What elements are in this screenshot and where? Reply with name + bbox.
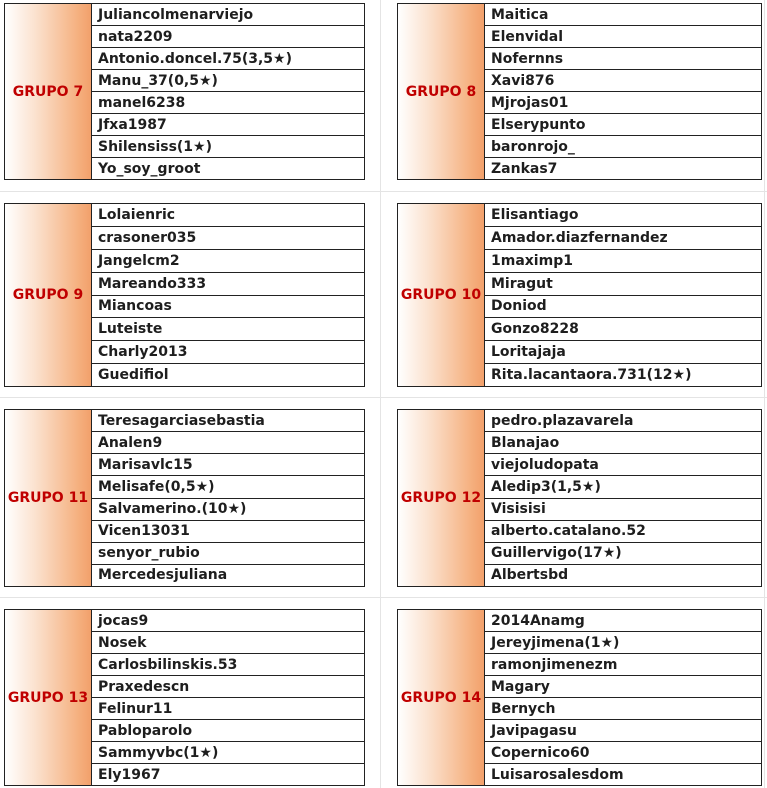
member-cell[interactable]: Marisavlc15 bbox=[92, 454, 364, 476]
member-cell[interactable]: 1maximp1 bbox=[485, 250, 761, 273]
member-cell[interactable]: Salvamerino.(10★) bbox=[92, 499, 364, 521]
member-cell[interactable]: Maitica bbox=[485, 4, 761, 26]
member-cell[interactable]: Yo_soy_groot bbox=[98, 160, 201, 177]
member-cell[interactable]: Albertsbd bbox=[491, 567, 569, 584]
member-cell[interactable]: Jereyjimena(1★) bbox=[485, 632, 761, 654]
group-block bbox=[397, 609, 762, 786]
group-block bbox=[397, 409, 762, 587]
member-cell[interactable]: Loritajaja bbox=[485, 341, 761, 364]
member-list bbox=[485, 4, 761, 179]
member-list bbox=[92, 204, 364, 386]
member-cell[interactable]: Doniod bbox=[485, 296, 761, 319]
group-label-cell[interactable] bbox=[398, 204, 485, 386]
member-cell[interactable]: Javipagasu bbox=[485, 720, 761, 742]
group-block bbox=[397, 203, 762, 387]
member-cell[interactable]: Melisafe(0,5★) bbox=[92, 476, 364, 498]
member-cell[interactable]: Elserypunto bbox=[485, 114, 761, 136]
member-cell[interactable]: Praxedescn bbox=[92, 676, 364, 698]
member-cell[interactable]: Blanajao bbox=[485, 432, 761, 454]
group-label: GRUPO 14 bbox=[400, 689, 482, 706]
member-cell[interactable]: Miancoas bbox=[92, 296, 364, 319]
member-list bbox=[485, 204, 761, 386]
group-label-cell[interactable] bbox=[398, 610, 485, 785]
member-cell[interactable]: Elenvidal bbox=[485, 26, 761, 48]
group-label-cell[interactable] bbox=[398, 410, 485, 586]
member-cell[interactable]: Zankas7 bbox=[491, 160, 558, 177]
member-cell[interactable]: Rita.lacantaora.731(12★) bbox=[491, 367, 692, 384]
group-block bbox=[4, 409, 365, 587]
member-list bbox=[92, 610, 364, 785]
group-label-cell[interactable] bbox=[5, 410, 92, 586]
member-cell[interactable]: senyor_rubio bbox=[92, 543, 364, 565]
member-list bbox=[485, 410, 761, 586]
group-block bbox=[397, 3, 762, 180]
member-cell[interactable]: Carlosbilinskis.53 bbox=[92, 654, 364, 676]
member-cell[interactable]: Jangelcm2 bbox=[92, 250, 364, 273]
member-cell[interactable]: viejoludopata bbox=[485, 454, 761, 476]
member-cell[interactable]: Manu_37(0,5★) bbox=[92, 70, 364, 92]
member-cell[interactable]: Luisarosalesdom bbox=[491, 766, 624, 783]
group-label-cell[interactable] bbox=[5, 610, 92, 785]
group-label: GRUPO 8 bbox=[405, 83, 477, 100]
member-cell[interactable]: Aledip3(1,5★) bbox=[485, 476, 761, 498]
member-cell[interactable]: Felinur11 bbox=[92, 698, 364, 720]
member-cell[interactable]: Mercedesjuliana bbox=[98, 567, 228, 584]
member-cell[interactable]: Shilensiss(1★) bbox=[92, 136, 364, 158]
member-cell[interactable]: Mjrojas01 bbox=[485, 92, 761, 114]
member-cell[interactable]: Copernico60 bbox=[485, 742, 761, 764]
gridline bbox=[764, 0, 765, 788]
group-label-cell[interactable] bbox=[398, 4, 485, 179]
member-cell[interactable]: Bernych bbox=[485, 698, 761, 720]
member-cell[interactable]: pedro.plazavarela bbox=[485, 410, 761, 432]
member-cell[interactable]: baronrojo_ bbox=[485, 136, 761, 158]
group-label: GRUPO 7 bbox=[12, 83, 84, 100]
group-block bbox=[4, 203, 365, 387]
member-cell[interactable]: Guedifiol bbox=[98, 367, 169, 384]
member-cell[interactable]: Ely1967 bbox=[98, 766, 161, 783]
member-cell[interactable]: Teresagarciasebastia bbox=[92, 410, 364, 432]
group-label-cell[interactable] bbox=[5, 204, 92, 386]
member-cell[interactable]: Sammyvbc(1★) bbox=[92, 742, 364, 764]
member-cell[interactable]: Mareando333 bbox=[92, 273, 364, 296]
group-label: GRUPO 13 bbox=[7, 689, 89, 706]
member-cell[interactable]: Vicen13031 bbox=[92, 521, 364, 543]
member-cell[interactable]: Juliancolmenarviejo bbox=[92, 4, 364, 26]
member-cell[interactable]: 2014Anamg bbox=[485, 610, 761, 632]
member-cell[interactable]: Guillervigo(17★) bbox=[485, 543, 761, 565]
member-cell[interactable]: Analen9 bbox=[92, 432, 364, 454]
member-cell[interactable]: Magary bbox=[485, 676, 761, 698]
member-cell[interactable]: Miragut bbox=[485, 273, 761, 296]
group-block bbox=[4, 3, 365, 180]
group-label: GRUPO 12 bbox=[400, 490, 482, 506]
member-cell[interactable]: Elisantiago bbox=[485, 204, 761, 227]
member-list bbox=[92, 410, 364, 586]
member-list bbox=[92, 4, 364, 179]
member-cell[interactable]: ramonjimenezm bbox=[485, 654, 761, 676]
member-cell[interactable]: manel6238 bbox=[92, 92, 364, 114]
member-cell[interactable]: Visisisi bbox=[485, 499, 761, 521]
member-cell[interactable]: Antonio.doncel.75(3,5★) bbox=[92, 48, 364, 70]
group-label-cell[interactable] bbox=[5, 4, 92, 179]
gridline bbox=[0, 191, 767, 192]
gridline bbox=[0, 397, 767, 398]
member-list bbox=[485, 610, 761, 785]
member-cell[interactable]: Xavi876 bbox=[485, 70, 761, 92]
member-cell[interactable]: alberto.catalano.52 bbox=[485, 521, 761, 543]
member-cell[interactable]: Amador.diazfernandez bbox=[485, 227, 761, 250]
group-label: GRUPO 10 bbox=[400, 287, 482, 303]
member-cell[interactable]: Gonzo8228 bbox=[485, 318, 761, 341]
member-cell[interactable]: nata2209 bbox=[92, 26, 364, 48]
member-cell[interactable]: Nosek bbox=[92, 632, 364, 654]
member-cell[interactable]: crasoner035 bbox=[92, 227, 364, 250]
member-cell[interactable]: jocas9 bbox=[92, 610, 364, 632]
gridline bbox=[0, 597, 767, 598]
group-label: GRUPO 9 bbox=[12, 287, 84, 303]
member-cell[interactable]: Charly2013 bbox=[92, 341, 364, 364]
member-cell[interactable]: Pabloparolo bbox=[92, 720, 364, 742]
member-cell[interactable]: Luteiste bbox=[92, 318, 364, 341]
member-cell[interactable]: Nofernns bbox=[485, 48, 761, 70]
member-cell[interactable]: Jfxa1987 bbox=[92, 114, 364, 136]
group-label: GRUPO 11 bbox=[7, 490, 89, 506]
gridline bbox=[380, 0, 381, 788]
group-block bbox=[4, 609, 365, 786]
member-cell[interactable]: Lolaienric bbox=[92, 204, 364, 227]
